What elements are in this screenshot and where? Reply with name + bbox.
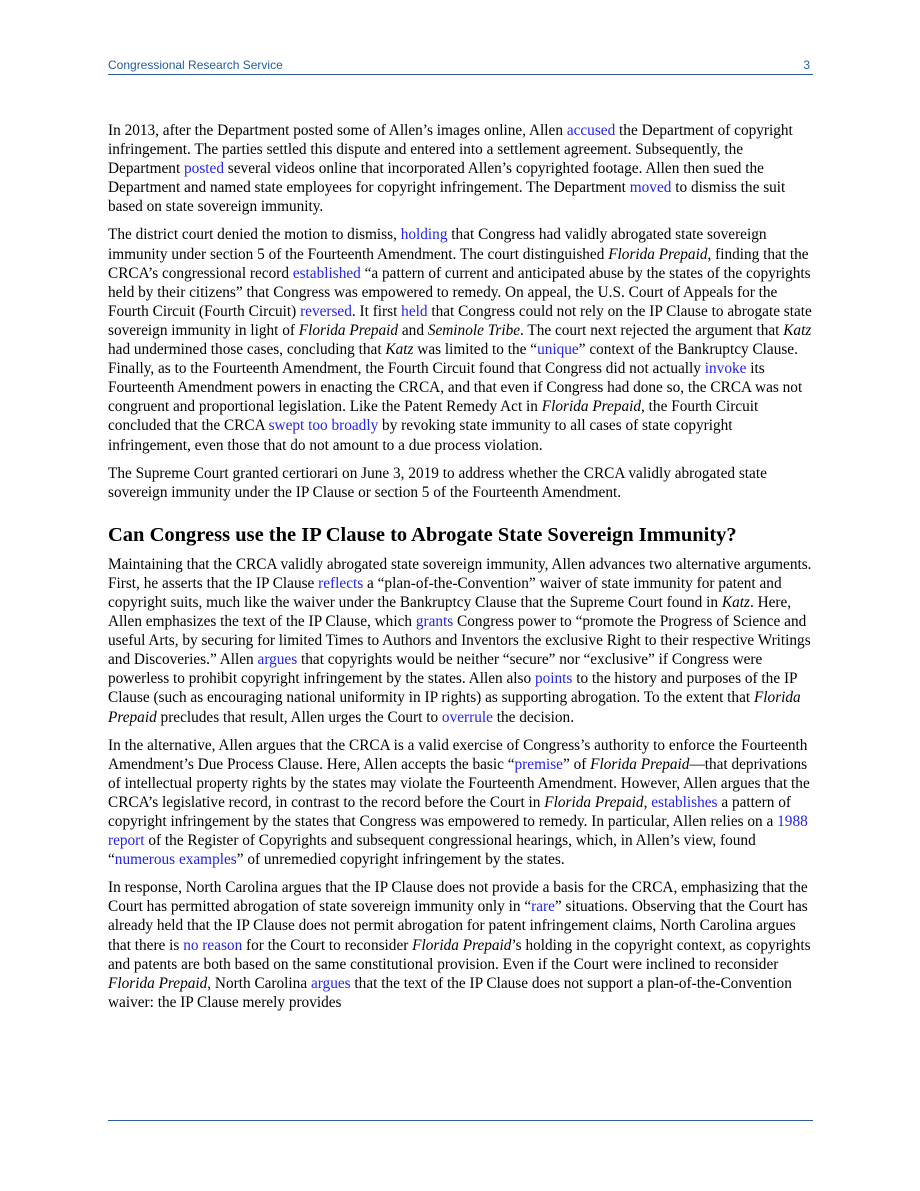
header-org-name: Congressional Research Service [108,58,283,72]
link-no-reason[interactable]: no reason [183,936,243,954]
link-unique[interactable]: unique [537,341,579,359]
link-reversed[interactable]: reversed [300,302,352,320]
paragraph-background: In 2013, after the Department posted some of Allen’s images online, Allen accused the Department of copyright infringement. The parties settled this dispute and entered into a settlement agreement. Subsequently, the Department posted several videos online that incorporated Allen’s copyrighted footage. Allen then sued the Department and named state employees for copyright infringement. The Department moved to dismiss the suit based on state sovereign immunity. [108,122,793,216]
paragraph-procedural-history: The district court denied the motion to dismiss, holding that Congress had validly abrogated state sovereign immunity under section 5 of the Fourteenth Amendment. The court distinguished Florida Prepaid, finding that the CRCA’s congressional record established “a pattern of current and anticipated abuse by the states of the copyrights held by their citizens” that Congress was empowered to remedy. On appeal, the U.S. Court of Appeals for the Fourth Circuit (Fourth Circuit) reversed. It first held that Congress could not rely on the IP Clause to abrogate state sovereign immunity in light of Florida Prepaid and Seminole Tribe. The court next rejected the argument that Katz had undermined those cases, concluding that Katz was limited to the “unique” context of the Bankruptcy Clause. Finally, as to the Fourteenth Amendment, the Fourth Circuit found that Congress did not actually invoke its Fourteenth Amendment powers in enacting the CRCA, and that even if Congress had done so, the CRCA was not congruent and proportional legislation. Like the Patent Remedy Act in Florida Prepaid, the Fourth Circuit concluded that the CRCA swept too broadly by revoking state immunity to all cases of state copyright infringement, even those that do not amount to a due process violation. [108,226,812,454]
page-number: 3 [803,58,810,72]
link-points[interactable]: points [534,670,573,688]
paragraph-certiorari: The Supreme Court granted certiorari on June 3, 2019 to address whether the CRCA validly abrogated state sovereign immunity under the IP Clause or section 5 of the Fourteenth Amendment. [108,464,767,501]
link-accused[interactable]: accused [566,122,616,139]
link-argues-nc[interactable]: argues [310,974,351,992]
link-establishes[interactable]: establishes [651,793,718,811]
link-posted[interactable]: posted [184,160,224,178]
link-established[interactable]: established [292,264,361,282]
link-swept-too-broadly[interactable]: swept too broadly [268,417,379,435]
link-argues[interactable]: argues [257,651,298,669]
link-reflects[interactable]: reflects [318,574,364,592]
link-invoke[interactable]: invoke [704,360,747,378]
paragraph-alternative-argument: In the alternative, Allen argues that the CRCA is a valid exercise of Congress’s authority to enforce the Fourteenth Amendment’s Due Process Clause. Here, Allen accepts the basic “premise” of Florida Prepaid—that deprivations of intellectual property rights by the states may violate the Fourteenth Amendment. However, Allen argues that the CRCA’s legislative record, in contrast to the record before the Court in Florida Prepaid, establishes a pattern of copyright infringement by the states that Congress was empowered to remedy. In particular, Allen relies on a 1988 report of the Register of Copyrights and subsequent congressional hearings, which, in Allen’s view, found “numerous examples” of unremedied copyright infringement by the states. [108,736,810,869]
document-body [108,121,813,1021]
paragraph-north-carolina-response: In response, North Carolina argues that the IP Clause does not provide a basis for the CRCA, emphasizing that the Court has permitted abrogation of state sovereign immunity only in “rare” situations. Observing that the Court has already held that the IP Clause does not permit abrogation for patent infringement claims, North Carolina argues that there is no reason for the Court to reconsider Florida Prepaid’s holding in the copyright context, as copyrights and patents are both based on the same constitutional provision. Even if the Court were inclined to reconsider Florida Prepaid, North Carolina argues that the text of the IP Clause does not support a plan-of-the-Convention waiver: the IP Clause merely provides [108,879,811,1011]
page-header [108,55,813,75]
paragraph-allen-arguments: Maintaining that the CRCA validly abrogated state sovereign immunity, Allen advances two alternative arguments. First, he asserts that the IP Clause reflects a “plan-of-the-Convention” waiver of state immunity for patent and copyright suits, much like the waiver under the Bankruptcy Clause that the Supreme Court found in Katz. Here, Allen emphasizes the text of the IP Clause, which grants Congress power to “promote the Progress of Science and useful Arts, by securing for limited Times to Authors and Inventors the exclusive Right to their respective Writings and Discoveries.” Allen argues that copyrights would be neither “secure” nor “exclusive” if Congress were powerless to prohibit copyright infringement by the states. Allen also points to the history and purposes of the IP Clause (such as encouraging national uniformity in IP rights) as supporting abrogation. To the extent that Florida Prepaid precludes that result, Allen urges the Court to overrule the decision. [108,555,812,726]
section-heading: Can Congress use the IP Clause to Abrogate State Sovereign Immunity? [108,523,737,546]
link-holding[interactable]: holding [400,226,448,244]
link-premise[interactable]: premise [514,755,563,773]
link-overrule[interactable]: overrule [441,708,493,726]
link-moved[interactable]: moved [629,179,672,197]
link-held[interactable]: held [401,302,428,320]
link-numerous-examples[interactable]: numerous examples [114,851,237,869]
link-rare[interactable]: rare [531,898,555,916]
footer-rule [108,1120,813,1121]
link-grants[interactable]: grants [415,613,454,631]
link-1988-report[interactable]: 1988 report [108,813,808,850]
